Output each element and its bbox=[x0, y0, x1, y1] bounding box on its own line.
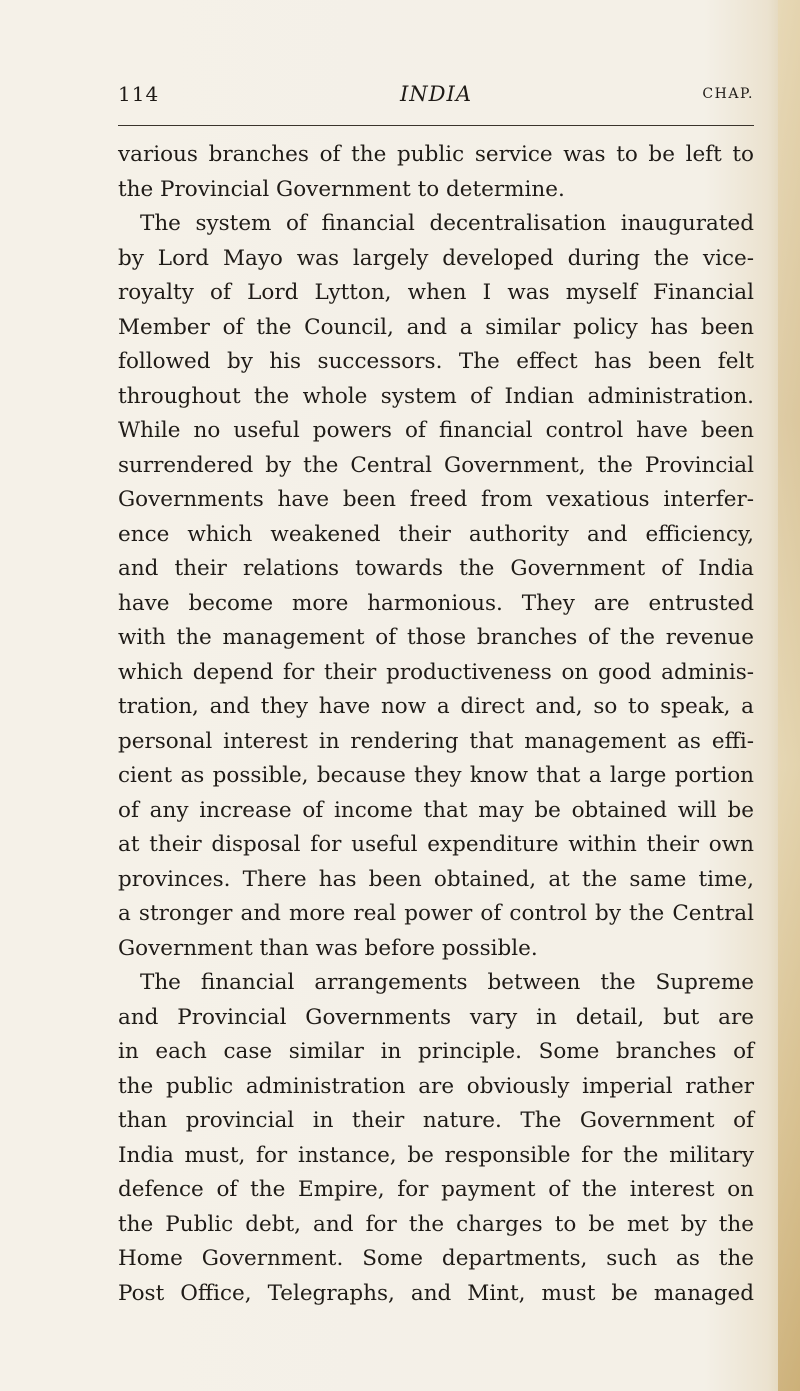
text-line: The financial arrangements between the Supreme bbox=[140, 970, 754, 995]
text-line: provinces. There has been obtained, at the same time, bbox=[118, 866, 754, 892]
text-line: royalty of Lord Lytton, when I was myself Financial bbox=[118, 280, 754, 305]
text-line: Post Office, Telegraphs, and Mint, must be managed bbox=[118, 1280, 754, 1306]
text-line: cient as possible, because they know that a large portion bbox=[118, 763, 754, 788]
text-line: of any increase of income that may be obtained will be bbox=[118, 797, 754, 823]
text-line: at their disposal for useful expenditure within their own bbox=[118, 832, 754, 857]
page-edge-stain bbox=[778, 0, 800, 1391]
paragraph bbox=[118, 207, 754, 966]
chapter-label: CHAP. bbox=[702, 86, 754, 102]
text-line: than provincial in their nature. The Government of bbox=[118, 1108, 754, 1133]
text-line: Member of the Council, and a similar policy has been bbox=[118, 314, 754, 340]
text-line: Home Government. Some departments, such as the bbox=[118, 1246, 754, 1271]
text-line: The system of financial decentralisation inaugurated bbox=[140, 211, 754, 236]
text-line: India must, for instance, be responsible for the military bbox=[118, 1142, 754, 1168]
body-text bbox=[118, 138, 754, 1311]
running-title: INDIA bbox=[400, 82, 472, 106]
text-line: While no useful powers of financial control have been bbox=[118, 418, 754, 443]
text-line: and Provincial Governments vary in detail, but are bbox=[118, 1004, 754, 1030]
text-line: in each case similar in principle. Some branches of bbox=[118, 1039, 754, 1064]
text-line: the Public debt, and for the charges to be met by the bbox=[118, 1211, 754, 1237]
text-line: a stronger and more real power of control by the Central bbox=[118, 901, 754, 926]
paragraph bbox=[118, 138, 754, 207]
text-line: followed by his successors. The effect has been felt bbox=[118, 349, 754, 374]
text-line: various branches of the public service was to be left to bbox=[118, 142, 754, 167]
text-line: ence which weakened their authority and efficiency, bbox=[118, 521, 754, 547]
header-rule bbox=[118, 125, 754, 126]
text-line: throughout the whole system of Indian administration. bbox=[118, 383, 754, 409]
text-line: the Provincial Government to determine. bbox=[118, 176, 565, 202]
text-line: which depend for their productiveness on good adminis- bbox=[118, 659, 754, 685]
page-number: 114 bbox=[118, 82, 160, 106]
running-header bbox=[118, 82, 754, 112]
text-line: surrendered by the Central Government, the Provincial bbox=[118, 452, 754, 478]
text-line: and their relations towards the Government of India bbox=[118, 556, 754, 581]
text-line: tration, and they have now a direct and, so to speak, a bbox=[118, 694, 754, 719]
text-line: with the management of those branches of the revenue bbox=[118, 625, 754, 650]
text-line: Governments have been freed from vexatious interfer- bbox=[118, 487, 754, 512]
text-line: defence of the Empire, for payment of the interest on bbox=[118, 1177, 754, 1202]
text-line: have become more harmonious. They are entrusted bbox=[118, 590, 754, 616]
text-line: the public administration are obviously imperial rather bbox=[118, 1073, 754, 1099]
paragraph bbox=[118, 966, 754, 1311]
text-line: by Lord Mayo was largely developed during the vice- bbox=[118, 245, 754, 271]
text-line: personal interest in rendering that management as effi- bbox=[118, 728, 754, 754]
text-line: Government than was before possible. bbox=[118, 935, 538, 961]
